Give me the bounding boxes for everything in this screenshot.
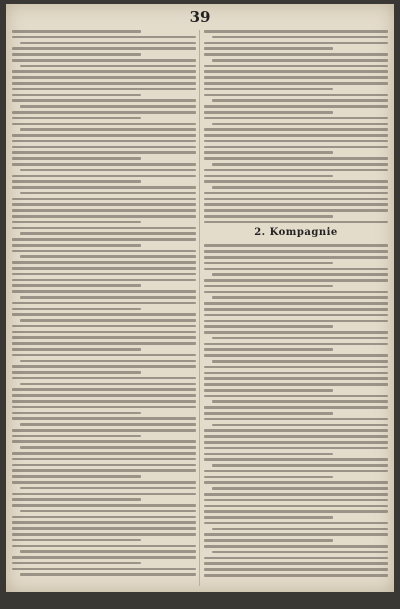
entry-text-line (12, 94, 141, 97)
right-column (204, 30, 388, 580)
entry-text-line (204, 47, 333, 50)
entry-text-line (20, 446, 196, 449)
entry-text-line (12, 175, 196, 178)
entry-text-line (12, 261, 196, 264)
entry-text-line (12, 539, 141, 542)
entry-text-line (12, 238, 196, 241)
entry-text-line (12, 458, 196, 461)
entry-text-line (204, 343, 388, 346)
entry-text-line (12, 429, 196, 432)
entry-text-line (204, 395, 388, 398)
entry-text-line (20, 383, 196, 386)
entry-text-line (12, 308, 141, 311)
entry-text-line (12, 342, 196, 345)
entry-text-line (12, 227, 196, 230)
entry-text-line (204, 348, 333, 351)
entry-text-line (204, 250, 388, 253)
entry-text-line (20, 169, 196, 172)
entry-text-line (12, 180, 141, 183)
entry-text-line (12, 146, 196, 149)
entry-text-line (204, 331, 388, 334)
entry-text-line (204, 447, 388, 450)
entry-text-line (20, 487, 196, 490)
entry-text-line (12, 111, 196, 114)
entry-text-line (20, 255, 196, 258)
entry-text-line (20, 296, 196, 299)
entry-text-line (12, 388, 196, 391)
entry-text-line (20, 423, 196, 426)
entry-text-line (204, 30, 388, 33)
entry-text-line (12, 203, 196, 206)
entry-text-line (12, 267, 196, 270)
entry-text-line (12, 406, 196, 409)
entry-text-line (20, 65, 196, 68)
entry-text-line (212, 59, 388, 62)
entry-text-line (204, 476, 333, 479)
entry-text-line (204, 320, 388, 323)
entry-text-line (204, 481, 388, 484)
entry-text-line (204, 140, 388, 143)
page-number: 39 (189, 8, 211, 26)
entry-text-line (204, 389, 333, 392)
entry-text-line (12, 417, 196, 420)
entry-text-line (12, 464, 196, 467)
entry-text-line (12, 325, 196, 328)
entry-text-line (212, 400, 388, 403)
entry-text-line (12, 533, 196, 536)
entry-text-line (12, 481, 196, 484)
entry-text-line (212, 163, 388, 166)
entry-text-line (204, 53, 388, 56)
entry-text-line (12, 117, 141, 120)
entry-text-line (212, 487, 388, 490)
entry-text-line (12, 336, 196, 339)
entry-text-line (204, 203, 388, 206)
entry-text-line (204, 302, 388, 305)
entry-text-line (12, 348, 141, 351)
entry-text-line (204, 215, 333, 218)
entry-text-line (12, 371, 141, 374)
entry-text-line (20, 42, 196, 45)
entry-text-line (204, 70, 388, 73)
entry-text-line (204, 88, 333, 91)
entry-text-line (12, 521, 196, 524)
entry-text-line (12, 440, 196, 443)
entry-text-line (12, 123, 196, 126)
entry-text-line (20, 232, 196, 235)
entry-text-line (12, 475, 141, 478)
entry-text-line (12, 99, 196, 102)
entry-text-line (204, 499, 388, 502)
entry-text-line (12, 354, 196, 357)
entry-text-line (212, 337, 388, 340)
entry-text-line (12, 284, 141, 287)
entry-text-line (12, 53, 141, 56)
entry-text-line (204, 516, 333, 519)
entry-text-line (212, 36, 388, 39)
entry-text-line (12, 394, 196, 397)
entry-text-line (204, 279, 388, 282)
entry-text-line (12, 273, 196, 276)
entry-text-line (12, 435, 141, 438)
entry-text-line (204, 510, 388, 513)
entry-text-line (12, 209, 196, 212)
entry-text-line (204, 557, 388, 560)
entry-text-line (12, 493, 196, 496)
entry-text-line (204, 209, 388, 212)
entry-text-line (204, 418, 388, 421)
entry-text-line (204, 198, 388, 201)
entry-text-line (204, 308, 388, 311)
entry-text-line (204, 366, 388, 369)
entry-text-line (12, 331, 196, 334)
entry-text-line (204, 221, 388, 224)
entry-text-line (12, 134, 196, 137)
entry-text-line (204, 76, 388, 79)
entry-text-line (12, 452, 196, 455)
library-stamp (6, 594, 92, 607)
entry-text-line (204, 169, 388, 172)
entry-text-line (212, 186, 388, 189)
column-divider (199, 30, 200, 586)
entry-text-line (12, 70, 196, 73)
entry-text-line (204, 435, 388, 438)
entry-text-line (12, 151, 196, 154)
entry-text-line (204, 533, 388, 536)
entry-text-line (204, 493, 388, 496)
entry-text-line (12, 244, 141, 247)
entry-text-line (12, 30, 141, 33)
entry-text-line (212, 123, 388, 126)
entry-text-line (12, 59, 196, 62)
scanned-page (6, 4, 394, 592)
entry-text-line (204, 268, 388, 271)
entry-text-line (12, 562, 141, 565)
entry-text-line (204, 574, 388, 577)
entry-text-line (212, 99, 388, 102)
entry-text-line (12, 215, 196, 218)
entry-text-line (12, 504, 196, 507)
entry-text-line (12, 140, 196, 143)
entry-text-line (12, 88, 196, 91)
entry-text-line (20, 105, 196, 108)
entry-text-line (204, 128, 388, 131)
entry-text-line (20, 192, 196, 195)
entry-text-line (204, 192, 388, 195)
entry-text-line (12, 527, 196, 530)
entry-text-line (204, 65, 388, 68)
entry-text-line (204, 262, 333, 265)
entry-text-line (12, 290, 196, 293)
entry-text-line (204, 354, 388, 357)
entry-text-line (204, 372, 388, 375)
entry-text-line (12, 556, 196, 559)
entry-text-line (204, 545, 388, 548)
entry-text-line (12, 377, 196, 380)
entry-text-line (204, 94, 388, 97)
entry-text-line (212, 551, 388, 554)
entry-text-line (204, 151, 333, 154)
entry-text-line (204, 291, 388, 294)
entry-text-line (204, 325, 333, 328)
entry-text-line (212, 464, 388, 467)
entry-text-line (12, 516, 196, 519)
entry-text-line (20, 573, 196, 576)
section-heading: 2. Kompagnie (254, 227, 338, 239)
entry-text-line (20, 319, 196, 322)
entry-text-line (204, 383, 388, 386)
entry-text-line (204, 429, 388, 432)
entry-text-line (12, 47, 196, 50)
entry-text-line (204, 256, 388, 259)
entry-text-line (204, 453, 333, 456)
entry-text-line (212, 424, 388, 427)
entry-text-line (12, 568, 196, 571)
entry-text-line (212, 360, 388, 363)
entry-text-line (12, 313, 196, 316)
entry-text-line (212, 296, 388, 299)
entry-text-line (12, 498, 141, 501)
entry-text-line (12, 545, 196, 548)
entry-text-line (20, 128, 196, 131)
entry-text-line (12, 186, 196, 189)
entry-text-line (12, 400, 196, 403)
entry-text-line (204, 105, 388, 108)
entry-text-line (204, 180, 388, 183)
entry-text-line (12, 36, 196, 39)
entry-text-line (12, 76, 196, 79)
entry-text-line (204, 505, 388, 508)
entry-text-line (204, 42, 388, 45)
entry-text-line (204, 406, 388, 409)
entry-text-line (204, 146, 388, 149)
entry-text-line (204, 285, 333, 288)
entry-text-line (204, 117, 388, 120)
entry-text-line (12, 221, 141, 224)
entry-text-line (204, 111, 333, 114)
entry-text-line (204, 134, 388, 137)
entry-text-line (12, 163, 196, 166)
entry-text-line (204, 470, 388, 473)
entry-text-line (204, 377, 388, 380)
entry-text-line (204, 157, 388, 160)
entry-text-line (12, 198, 196, 201)
entry-text-line (20, 510, 196, 513)
entry-text-line (212, 528, 388, 531)
left-column (12, 30, 196, 579)
entry-text-line (204, 522, 388, 525)
entry-text-line (204, 314, 388, 317)
entry-text-line (20, 360, 196, 363)
entry-text-line (12, 82, 196, 85)
entry-text-line (204, 568, 388, 571)
entry-text-line (204, 82, 388, 85)
entry-text-line (12, 469, 196, 472)
entry-text-line (204, 562, 388, 565)
entry-text-line (12, 302, 196, 305)
entry-text-line (20, 550, 196, 553)
entry-text-line (204, 441, 388, 444)
entry-text-line (204, 458, 388, 461)
entry-text-line (204, 539, 333, 542)
entry-text-line (204, 175, 333, 178)
entry-text-line (204, 412, 333, 415)
entry-text-line (12, 250, 196, 253)
entry-text-line (204, 244, 388, 247)
entry-text-line (12, 365, 196, 368)
entry-text-line (12, 412, 141, 415)
entry-text-line (12, 157, 141, 160)
entry-text-line (12, 279, 196, 282)
entry-text-line (212, 273, 388, 276)
